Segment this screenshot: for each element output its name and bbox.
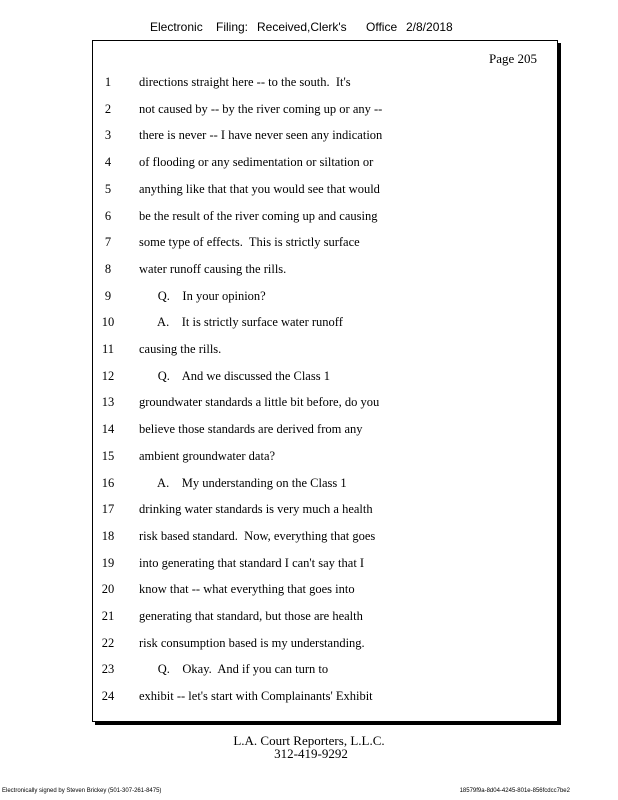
line-number: 16 (101, 475, 115, 490)
line-text: A. My understanding on the Class 1 (139, 475, 347, 490)
transcript-page (92, 40, 558, 722)
transcript-line (93, 128, 557, 148)
line-number: 17 (101, 502, 115, 517)
filing-header (0, 18, 618, 38)
line-text: know that -- what everything that goes into (139, 582, 355, 597)
line-text: believe those standards are derived from any (139, 422, 363, 437)
line-number: 10 (101, 315, 115, 330)
transcript-line (93, 75, 557, 95)
line-number: 5 (104, 181, 112, 196)
line-number: 8 (104, 261, 112, 276)
line-number: 15 (101, 448, 115, 463)
transcript-line (93, 342, 557, 362)
transcript-line (93, 315, 557, 335)
line-text: Q. And we discussed the Class 1 (139, 368, 330, 383)
line-text: causing the rills. (139, 342, 222, 356)
transcript-line (93, 636, 557, 656)
line-number: 1 (104, 75, 112, 89)
line-number: 7 (104, 235, 112, 250)
transcript-line (93, 449, 557, 469)
transcript-line (93, 529, 557, 549)
filing-header-date: 2/8/2018 (406, 20, 453, 34)
line-text: drinking water standards is very much a health (139, 502, 373, 517)
transcript-line (93, 155, 557, 175)
line-number: 20 (101, 582, 115, 597)
transcript-line (93, 502, 557, 522)
line-number: 6 (104, 208, 112, 223)
line-text: Q. In your opinion? (139, 288, 266, 303)
transcript-line (93, 609, 557, 629)
line-number: 18 (101, 528, 115, 543)
transcript-line (93, 102, 557, 122)
filing-header-word-received: Received,Clerk's (257, 20, 347, 34)
line-text: groundwater standards a little bit before, do you (139, 395, 380, 410)
reporter-phone: 312-419-9292 (274, 746, 348, 761)
document-hash: 18579f9a-8d04-4245-801e-856fcdcc7be2 (459, 788, 570, 794)
line-number: 13 (101, 395, 115, 410)
electronic-signature: Electronically signed by Steven Brickey (501-307-261-8475) (2, 788, 162, 794)
line-number: 19 (101, 555, 115, 570)
transcript-line (93, 235, 557, 255)
transcript-line (93, 395, 557, 415)
line-number: 22 (101, 635, 115, 650)
transcript-line (93, 182, 557, 202)
line-text: not caused by -- by the river coming up or any -- (139, 101, 383, 116)
line-text: anything like that that you would see that would (139, 181, 380, 196)
transcript-line (93, 422, 557, 442)
line-number: 3 (104, 128, 112, 143)
line-number: 11 (101, 342, 115, 356)
line-number: 21 (101, 609, 115, 623)
line-text: Q. Okay. And if you can turn to (139, 662, 329, 677)
line-text: of flooding or any sedimentation or siltation or (139, 155, 374, 170)
transcript-line (93, 556, 557, 576)
line-text: into generating that standard I can't say that I (139, 555, 365, 570)
line-text: be the result of the river coming up and causing (139, 208, 378, 223)
line-text: risk based standard. Now, everything that goes (139, 528, 376, 543)
line-number: 2 (104, 101, 112, 116)
line-text: some type of effects. This is strictly surface (139, 235, 360, 250)
transcript-line (93, 689, 557, 709)
transcript-line (93, 262, 557, 282)
line-number: 23 (101, 662, 115, 677)
transcript-line (93, 662, 557, 682)
line-text: A. It is strictly surface water runoff (139, 315, 343, 330)
line-text: water runoff causing the rills. (139, 261, 287, 276)
line-number: 4 (104, 155, 112, 170)
filing-header-word-filing: Filing: (216, 20, 249, 34)
line-text: generating that standard, but those are health (139, 609, 363, 623)
line-text: directions straight here -- to the south. It's (139, 75, 351, 89)
transcript-line (93, 209, 557, 229)
reporter-company: L.A. Court Reporters, L.L.C. (233, 733, 385, 748)
transcript-line (93, 369, 557, 389)
line-text: exhibit -- let's start with Complainants' Exhibit (139, 689, 373, 704)
filing-header-word-office: Office (366, 20, 398, 34)
line-number: 14 (101, 422, 115, 437)
transcript-line (93, 476, 557, 496)
line-text: risk consumption based is my understanding. (139, 635, 365, 650)
page-number: Page 205 (488, 51, 537, 66)
transcript-line (93, 582, 557, 602)
filing-header-word-electronic: Electronic (150, 20, 203, 34)
transcript-line (93, 289, 557, 309)
line-number: 9 (104, 288, 112, 303)
line-number: 24 (101, 689, 115, 704)
line-number: 12 (101, 368, 115, 383)
line-text: ambient groundwater data? (139, 448, 276, 463)
line-text: there is never -- I have never seen any indication (139, 128, 383, 143)
